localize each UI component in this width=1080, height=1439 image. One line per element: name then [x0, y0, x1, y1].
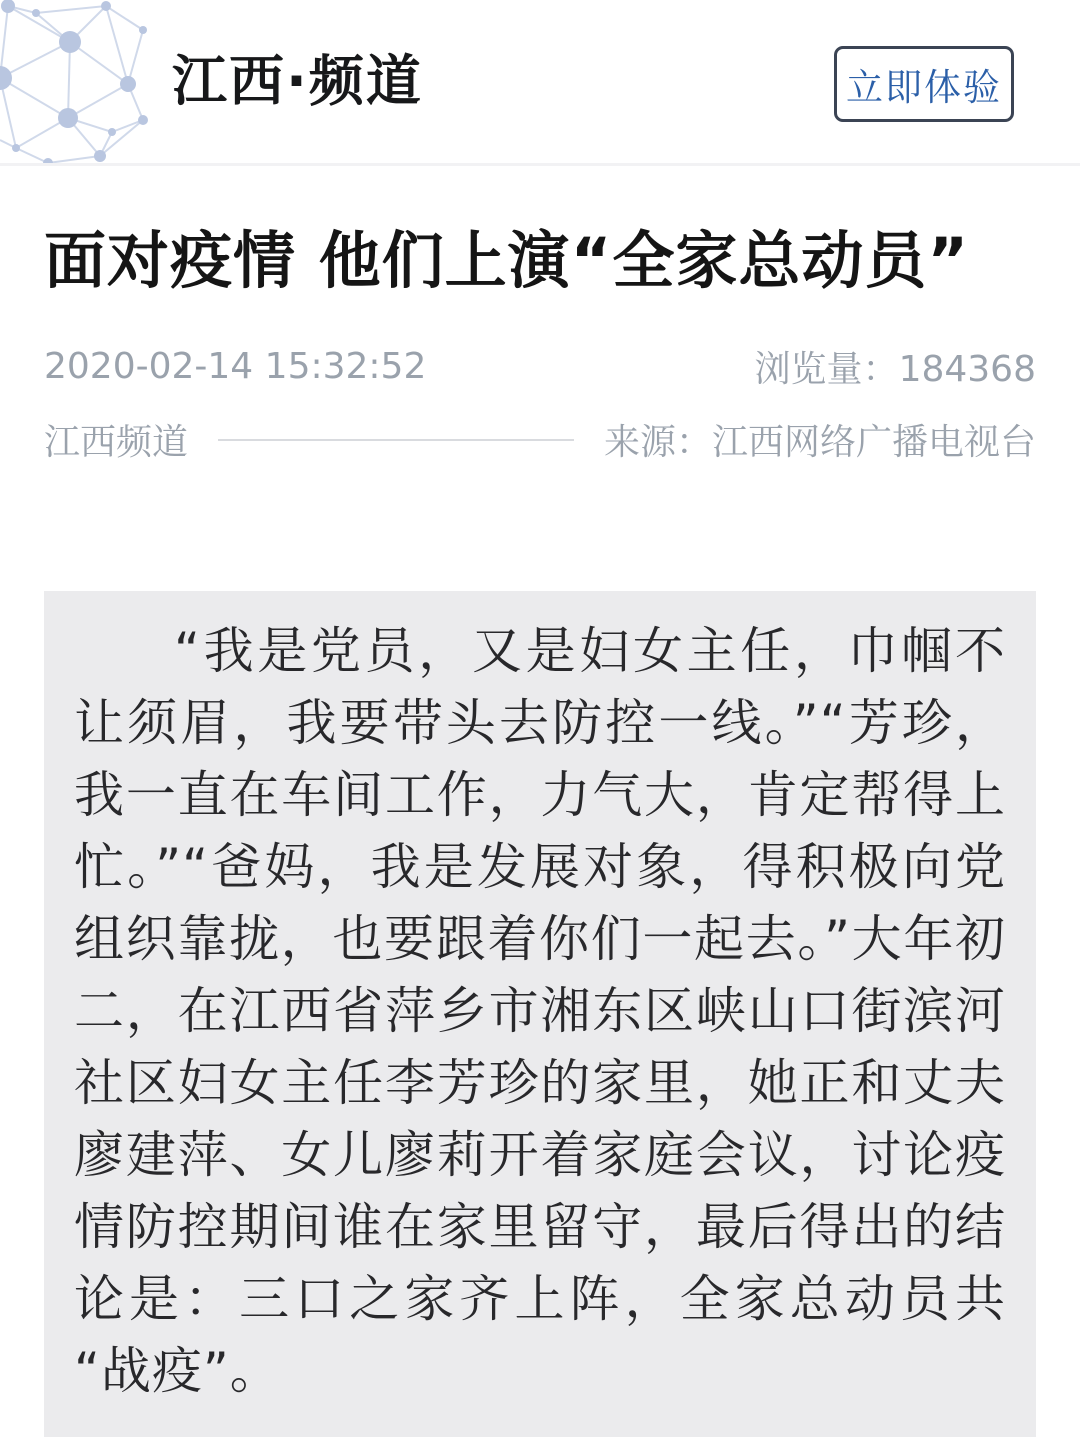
article-source: [604, 414, 1036, 465]
article-paragraph: “我是党员，又是妇女主任，巾帼不让须眉，我要带头去防控一线。”“芳珍，我一直在车间工作，力气大，肯定帮得上忙。”“爸妈，我是发展对象，得积极向党组织靠拢，也要跟着你们一起去。”大年初二，在江西省萍乡市湘东区峡山口街滨河社区妇女主任李芳珍的家里，她正和丈夫廖建萍、女儿廖莉开着家庭会议，讨论疫情防控期间谁在家里留守，最后得出的结论是：三口之家齐上阵，全家总动员共“战疫”。: [74, 622, 1006, 1401]
try-now-button[interactable]: 立即体验: [834, 46, 1014, 122]
source-label: 来源：: [603, 422, 712, 464]
meta-row-2: [44, 414, 1036, 465]
view-count-value: 184368: [898, 349, 1036, 391]
article-title: 面对疫情 他们上演“全家总动员”: [44, 224, 970, 297]
article-body: [44, 591, 1036, 1437]
meta-divider: [218, 439, 574, 441]
network-sphere-icon: [0, 0, 190, 163]
view-count: [755, 341, 1036, 392]
article: [0, 224, 1080, 1439]
publish-time: 2020-02-14 15:32:52: [44, 346, 427, 388]
brand-title: 江西·频道: [172, 49, 423, 113]
source-value: 江西网络广播电视台: [711, 422, 1036, 464]
app-header: [0, 0, 1080, 166]
view-count-label: 浏览量：: [754, 349, 899, 391]
meta-row-1: [44, 341, 1036, 392]
channel-name: 江西频道: [44, 422, 189, 464]
